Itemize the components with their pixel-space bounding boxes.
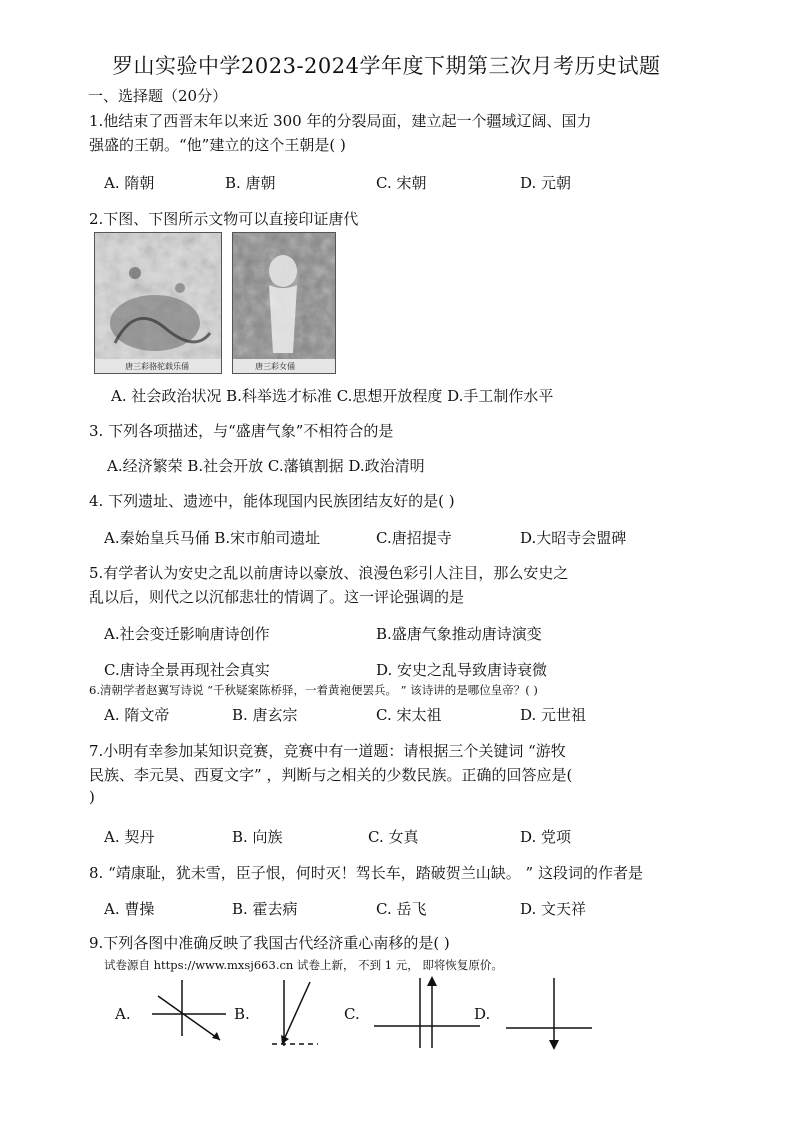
q1-stem-line2: 强盛的王朝。“他”建立的这个王朝是( )	[89, 136, 346, 154]
q4-option-ab[interactable]: A.秦始皇兵马俑 B.宋市舶司遗址	[104, 529, 321, 547]
q7-option-b[interactable]: B. 向族	[232, 828, 283, 846]
q6-stem: 6.清朝学者赵翼写诗说 “千秋疑案陈桥驿，一着黄袍便罢兵。 ” 该诗讲的是哪位皇帝？( )	[89, 683, 538, 697]
q7-option-a[interactable]: A. 契丹	[104, 828, 155, 846]
q7-option-c[interactable]: C. 女真	[368, 828, 419, 846]
q5-option-b[interactable]: B.盛唐气象推动唐诗演变	[376, 625, 542, 643]
diagram-label-d[interactable]: D.	[474, 1005, 491, 1023]
q4-stem: 4. 下列遗址、遗迹中，能体现国内民族团结友好的是( )	[89, 492, 455, 510]
q5-stem-line1: 5.有学者认为安史之乱以前唐诗以豪放、浪漫色彩引人注目，那么安史之	[89, 564, 569, 582]
q3-options[interactable]: A.经济繁荣 B.社会开放 C.藩镇割据 D.政治清明	[107, 457, 425, 475]
q1-option-d[interactable]: D. 元朝	[520, 174, 572, 192]
q5-option-a[interactable]: A.社会变迁影响唐诗创作	[104, 625, 270, 643]
diagram-label-b[interactable]: B.	[234, 1005, 250, 1023]
diagram-d	[504, 974, 596, 1054]
q7-stem-line3: )	[89, 788, 95, 806]
diagram-label-a[interactable]: A.	[115, 1005, 131, 1023]
q6-option-a[interactable]: A. 隋文帝	[104, 706, 170, 724]
q5-option-d[interactable]: D. 安史之乱导致唐诗衰微	[376, 661, 548, 679]
watermark-notice: 试卷源自 https://www.mxsj663.cn 试卷上新， 不到 1 元， 即将恢复原价。	[104, 958, 503, 972]
q3-stem: 3. 下列各项描述，与“盛唐气象”不相符合的是	[89, 422, 394, 440]
q7-option-d[interactable]: D. 党项	[520, 828, 572, 846]
artifact-photo-right	[232, 232, 336, 374]
q8-option-b[interactable]: B. 霍去病	[232, 900, 298, 918]
q7-stem-line2: 民族、李元昊、西夏文字” ，判断与之相关的少数民族。正确的回答应是(	[89, 766, 573, 784]
q8-option-a[interactable]: A. 曹操	[104, 900, 155, 918]
diagram-label-c[interactable]: C.	[344, 1005, 360, 1023]
q1-option-c[interactable]: C. 宋朝	[376, 174, 427, 192]
page-title: 罗山实验中学2023-2024学年度下期第三次月考历史试题	[112, 54, 661, 78]
q5-option-c[interactable]: C.唐诗全景再现社会真实	[104, 661, 270, 679]
q8-option-c[interactable]: C. 岳飞	[376, 900, 427, 918]
diagram-b	[262, 978, 322, 1048]
q1-stem-line1: 1.他结束了西晋末年以来近 300 年的分裂局面，建立起一个疆域辽阔、国力	[89, 112, 592, 130]
q6-option-b[interactable]: B. 唐玄宗	[232, 706, 298, 724]
q4-option-d[interactable]: D.大昭寺会盟碑	[520, 529, 627, 547]
artifact-caption-left: 唐三彩骆驼载乐俑	[125, 362, 189, 371]
section-heading: 一、选择题（20分）	[88, 87, 228, 105]
q2-stem: 2.下图、下图所示文物可以直接印证唐代	[89, 210, 359, 228]
q5-stem-line2: 乱以后，则代之以沉郁悲壮的情调了。这一评论强调的是	[89, 588, 465, 606]
q1-option-b[interactable]: B. 唐朝	[225, 174, 276, 192]
q7-stem-line1: 7.小明有幸参加某知识竞赛，竞赛中有一道题：请根据三个关键词 “游牧	[89, 742, 566, 760]
q2-options[interactable]: A. 社会政治状况 B.科举选才标准 C.思想开放程度 D.手工制作水平	[111, 387, 554, 405]
artifact-photo-left	[94, 232, 222, 374]
artifact-caption-right: 唐三彩女俑	[255, 362, 295, 371]
q4-option-c[interactable]: C.唐招提寺	[376, 529, 452, 547]
diagram-c	[372, 974, 482, 1050]
q8-option-d[interactable]: D. 文天祥	[520, 900, 587, 918]
q8-stem: 8. “靖康耻，犹未雪，臣子恨，何时灭！驾长车，踏破贺兰山缺。 ” 这段词的作者是	[89, 864, 643, 882]
diagram-a	[140, 978, 230, 1048]
q6-option-c[interactable]: C. 宋太祖	[376, 706, 442, 724]
q9-stem: 9.下列各图中准确反映了我国古代经济重心南移的是( )	[89, 934, 450, 952]
q6-option-d[interactable]: D. 元世祖	[520, 706, 587, 724]
q1-option-a[interactable]: A. 隋朝	[104, 174, 155, 192]
